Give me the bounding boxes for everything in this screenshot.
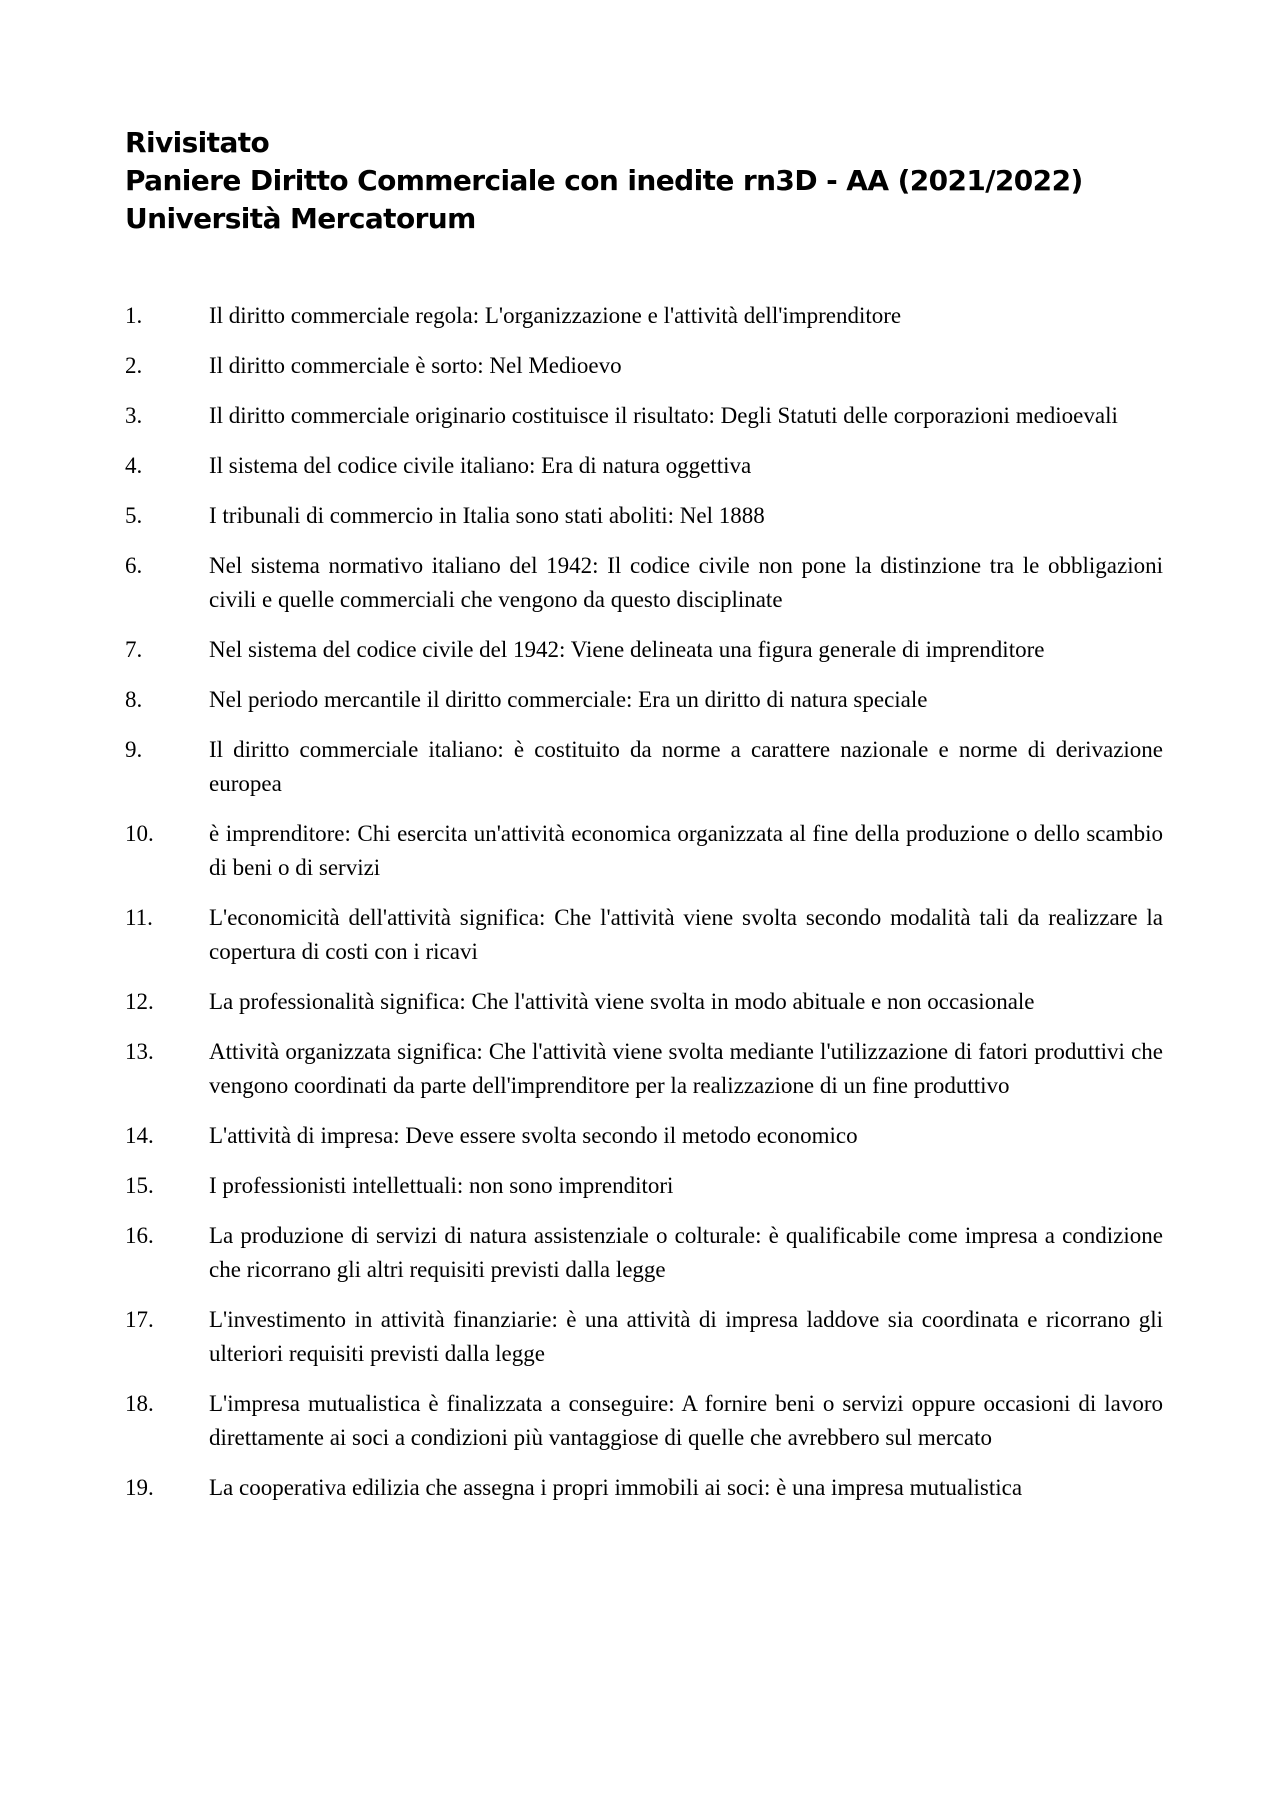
item-text: Il diritto commerciale è sorto: Nel Medioevo [209,353,622,378]
list-item [125,549,1163,617]
item-number: 5. [125,503,143,528]
document-header [125,124,1175,238]
item-text: I tribunali di commercio in Italia sono stati aboliti: Nel 1888 [209,503,765,528]
header-line-title: Paniere Diritto Commerciale con inedite rn3D - AA (2021/2022) [125,164,1083,197]
item-number: 1. [125,303,143,328]
list-item [125,299,1163,333]
list-item [125,1119,1163,1153]
item-number: 18. [125,1391,154,1416]
item-number: 14. [125,1123,154,1148]
item-text: Il diritto commerciale italiano: è costituito da norme a carattere nazionale e norme di derivazione europea [209,737,1163,796]
header-line-revised: Rivisitato [125,126,270,159]
item-text: Il sistema del codice civile italiano: Era di natura oggettiva [209,453,752,478]
item-text: L'attività di impresa: Deve essere svolta secondo il metodo economico [209,1123,858,1148]
item-text: è imprenditore: Chi esercita un'attività economica organizzata al fine della produzione o dello scambio di beni o di servizi [209,821,1163,880]
list-item [125,399,1163,433]
list-item [125,1387,1163,1455]
item-number: 9. [125,737,143,762]
item-text: Il diritto commerciale originario costituisce il risultato: Degli Statuti delle corporazioni medioevali [209,403,1118,428]
list-item [125,683,1163,717]
list-item [125,1035,1163,1103]
list-item [125,499,1163,533]
item-text: La cooperativa edilizia che assegna i propri immobili ai soci: è una impresa mutualistica [209,1475,1023,1500]
list-item [125,449,1163,483]
item-number: 3. [125,403,143,428]
item-text: Nel sistema del codice civile del 1942: Viene delineata una figura generale di imprenditore [209,637,1045,662]
item-text: Attività organizzata significa: Che l'attività viene svolta mediante l'utilizzazione di fatori produttivi che vengono coordinati da parte dell'imprenditore per la realizzazione di un fine produttivo [209,1039,1163,1098]
item-text: Nel sistema normativo italiano del 1942: Il codice civile non pone la distinzione tra le obbligazioni civili e quelle commerciali che vengono da questo disciplinate [209,553,1163,612]
list-item [125,1169,1163,1203]
item-number: 2. [125,353,143,378]
item-text: Il diritto commerciale regola: L'organizzazione e l'attività dell'imprenditore [209,303,902,328]
item-text: I professionisti intellettuali: non sono imprenditori [209,1173,674,1198]
list-item [125,985,1163,1019]
item-text: Nel periodo mercantile il diritto commerciale: Era un diritto di natura speciale [209,687,928,712]
item-number: 8. [125,687,143,712]
item-text: La professionalità significa: Che l'attività viene svolta in modo abituale e non occasionale [209,989,1035,1014]
list-item [125,733,1163,801]
item-text: L'economicità dell'attività significa: Che l'attività viene svolta secondo modalità tali da realizzare la copertura di costi con i ricavi [209,905,1163,964]
item-number: 12. [125,989,154,1014]
list-item [125,1471,1163,1505]
item-number: 17. [125,1307,154,1332]
list-item [125,1303,1163,1371]
question-list [125,299,1163,1521]
item-number: 10. [125,821,154,846]
list-item [125,633,1163,667]
item-number: 16. [125,1223,154,1248]
list-item [125,1219,1163,1287]
header-line-university: Università Mercatorum [125,202,476,235]
list-item [125,349,1163,383]
item-number: 11. [125,905,153,930]
item-number: 6. [125,553,143,578]
item-number: 19. [125,1475,154,1500]
item-text: L'investimento in attività finanziarie: è una attività di impresa laddove sia coordinata e ricorrano gli ulteriori requisiti previsti dalla legge [209,1307,1163,1366]
item-number: 4. [125,453,143,478]
item-text: L'impresa mutualistica è finalizzata a conseguire: A fornire beni o servizi oppure occasioni di lavoro direttamente ai soci a condizioni più vantaggiose di quelle che avrebbero sul mercato [209,1391,1163,1450]
item-number: 15. [125,1173,154,1198]
item-number: 7. [125,637,143,662]
item-text: La produzione di servizi di natura assistenziale o colturale: è qualificabile come impresa a condizione che ricorrano gli altri requisiti previsti dalla legge [209,1223,1163,1282]
list-item [125,901,1163,969]
list-item [125,817,1163,885]
item-number: 13. [125,1039,154,1064]
